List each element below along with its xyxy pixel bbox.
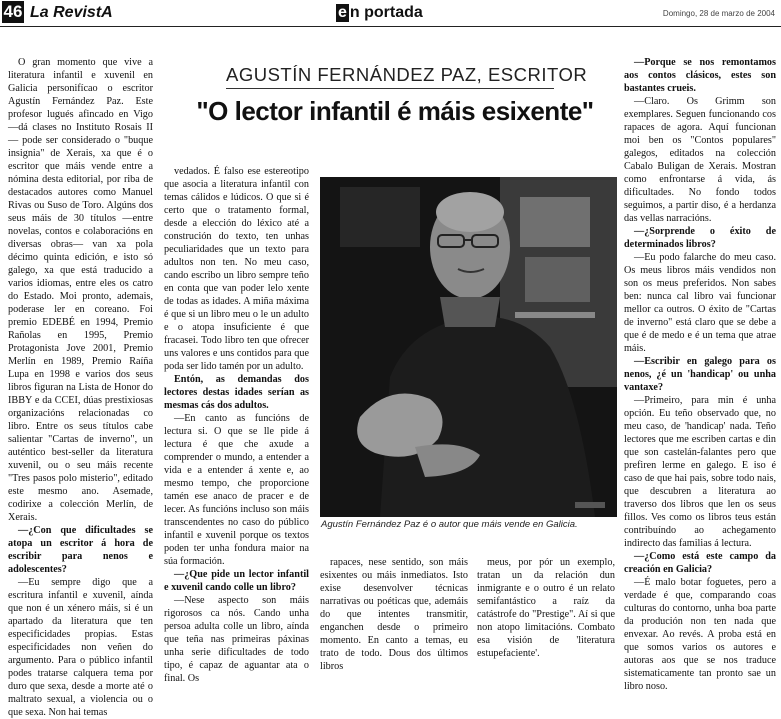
article-paragraph: rapaces, nese sentido, son máis esixentes ou máis inmediatos. Isto exise desenvolver técnicas narrativas ou poéticas que, ademáis do que intentes transmitir, enganchen desde o primeiro momento. En canto a temas, eu trato de todo. Dous dos últimos libros [320, 557, 468, 672]
section-label-initial: e [338, 4, 347, 21]
text-column-5 [624, 56, 776, 692]
author-photo [320, 177, 617, 517]
article-paragraph: —Claro. Os Grimm son exemplares. Seguen funcionando cos rapaces de agora. Aquí funcionan moi ben os "Contos populares" galegos, editados na colección Cabalo Buligan de Xerais. Mostran como enfrontarse á vida, ás dificultades. No fondo todos seguimos, a partir diso, é a herdanza das vellas narracións. [624, 96, 776, 224]
text-column-1 [8, 56, 153, 718]
section-label [336, 4, 423, 22]
article-paragraph: —Eu sempre digo que a escritura infantil e xuvenil, aínda que non é un xénero máis, si é un apartado da literatura que ten especificidades propias. Estas especificidades non veñen do argumento. Para o público infantil podes tratarse calquera tema por duro que sexa, desde a morte até o maltrato sexual, a violencia ou o que sexa. Non hai temas [8, 577, 153, 718]
article-paragraph: vedados. É falso ese estereotipo que asocia a literatura infantil con temas cálidos e lúdicos. O que si é certo que o tratamento formal, desde a elección do léxico até a construción do texto, ten unhas peculiaridades que un texto para adultos non ten. No meu caso, cando escribo un libro sempre teño en conta que van poder lelo xente de todas as idades. A miña máxima é que si un libro meu o le un adulto e o atopa insuficiente é que fracasei. Todo libro ten que ofrecer uns valores e uns contidos para que poda ser lido tamén por un adulto. [164, 166, 309, 372]
article-paragraph: meus, por pór un exemplo, tratan un da relación dun inmigrante e o outro é un relato semifantástico a raíz da catástrofe do "Prestige". Aí si que non atopo limitacións. Combato esa visión de 'literatura estupefaciente'. [477, 557, 615, 659]
article-paragraph: —Eu podo falarche do meu caso. Os meus libros máis vendidos non son os meus preferidos. Non sabes ben: nunca cal libro vai funcionar mellor ca outros. O éxito de "Cartas de inverno" está claro que se debe a que é de medo e é un tema que atrae máis. [624, 252, 776, 354]
interview-question: —¿Que pide un lector infantil e xuvenil cando colle un libro? [164, 569, 309, 593]
page-number: 46 [3, 2, 23, 21]
interview-question: —Porque se nos remontamos aos contos clásicos, estes son bastantes crueis. [624, 57, 776, 94]
interview-question: Entón, as demandas dos lectores destas idades serían as mesmas cás dos adultos. [164, 374, 309, 411]
article-paragraph: —É malo botar foguetes, pero a verdade é que, comparando coas culturas do contorno, unha boa parte da produción non ten nada que envexar. Ao revés. A proba está en que somos varios os autores e autoras aos que se nos traduce sistematicamente tan pronto sae un libro noso. [624, 577, 776, 692]
photo-caption: Agustín Fernández Paz é o autor que máis vende en Galicia. [321, 519, 578, 530]
article-headline: "O lector infantil é máis esixente" [196, 96, 594, 126]
article-kicker: AGUSTÍN FERNÁNDEZ PAZ, ESCRITOR [226, 64, 588, 85]
text-column-4 [477, 556, 615, 659]
article-paragraph: —Nese aspecto son máis rigorosos ca nós. Cando unha persoa adulta colle un libro, aínda que teña nas primeiras páxinas unha serie dificultades de todo tipo, é capaz de aguantar ata o final. Os [164, 595, 309, 684]
interview-question: —¿Con que dificultades se atopa un escritor á hora de escribir para nenos e adolescentes? [8, 525, 153, 575]
text-column-3 [320, 556, 468, 672]
section-name: La RevistA [30, 4, 113, 21]
article-paragraph: —En canto as funcións de lectura si. O que se lle pide á lectura é que che axude a comprender o mundo, a entender a vida e a entender á xente e, ao mesmo tempo, che proporcione tamén ese anaco de pracer e de lecer. As funcións incluso son máis transcendentes no caso do público infantil e xuvenil porque os textos poden ter unha fondura maior na súa formación. [164, 413, 309, 567]
issue-date: Domingo, 28 de marzo de 2004 [662, 9, 775, 18]
article-paragraph: O gran momento que vive a literatura infantil e xuvenil en Galicia personifícao o escritor Agustín Fernández Paz. Este profesor lugués afincado en Vigo —dá clases no Instituto Rosais II— pode ser considerado o "buque insignia" de Xerais, xa que é o escritor que máis vende entre a nómina desta editorial, por riba de destacados autores como Manuel Rivas ou Suso de Toro. Algúns dos seus máis de 30 títulos —entre novelas, contos e colaboracións en diversas obras— van xa pola décimo quinta edición, e isto só galego, xa que está traducido a varios idiomas, entre eles os catro do Estado. Moi pronto, ademais, poderase ler en coreano. Foi premio EDEBÉ en 1994, Premio Rañolas en 1995, Premio Protagonista Jove 2001, Premio Merlín en 1989, Premio Raíña Lupa en 1998 e varios dos seus libros figuran na Lista de Honor do IBBY e da CCEI, dúas prestixiosas organizacións relacionadas co libro. Entre os seus títulos cabe salientar "Cartas de inverno", un auténtico best-seller da literatura xuvenil, ou o seu máis recente "Tres pasos polo misterio", editado este mesmo ano. Asemade, codirixe a colección Merlín, de Xerais. [8, 57, 153, 523]
article-paragraph: —Primeiro, para min é unha opción. Eu teño observado que, no meu caso, de 'handicap' nada. Teño lectores que me escriben cartas e din que son castelán-falantes pero que prefiren lerme en galego. E iso é caso de que hai pais, sobre todo nais, que descubren a literatura ao traverso dos libros que len os seus fillos. Ves como os libros teus están contribuíndo ao achegamento indirecto das familias á lectura. [624, 395, 776, 549]
interview-question: —¿Como está este campo da creación en Galicia? [624, 551, 776, 575]
section-label-rest: n portada [349, 4, 423, 21]
kicker-rule [226, 88, 554, 89]
interview-question: —Escribir en galego para os nenos, ¿é un 'handicap' ou unha vantaxe? [624, 356, 776, 393]
text-column-2 [164, 165, 309, 684]
page-header [0, 0, 781, 27]
interview-question: —¿Sorprende o éxito de determinados libros? [624, 226, 776, 250]
